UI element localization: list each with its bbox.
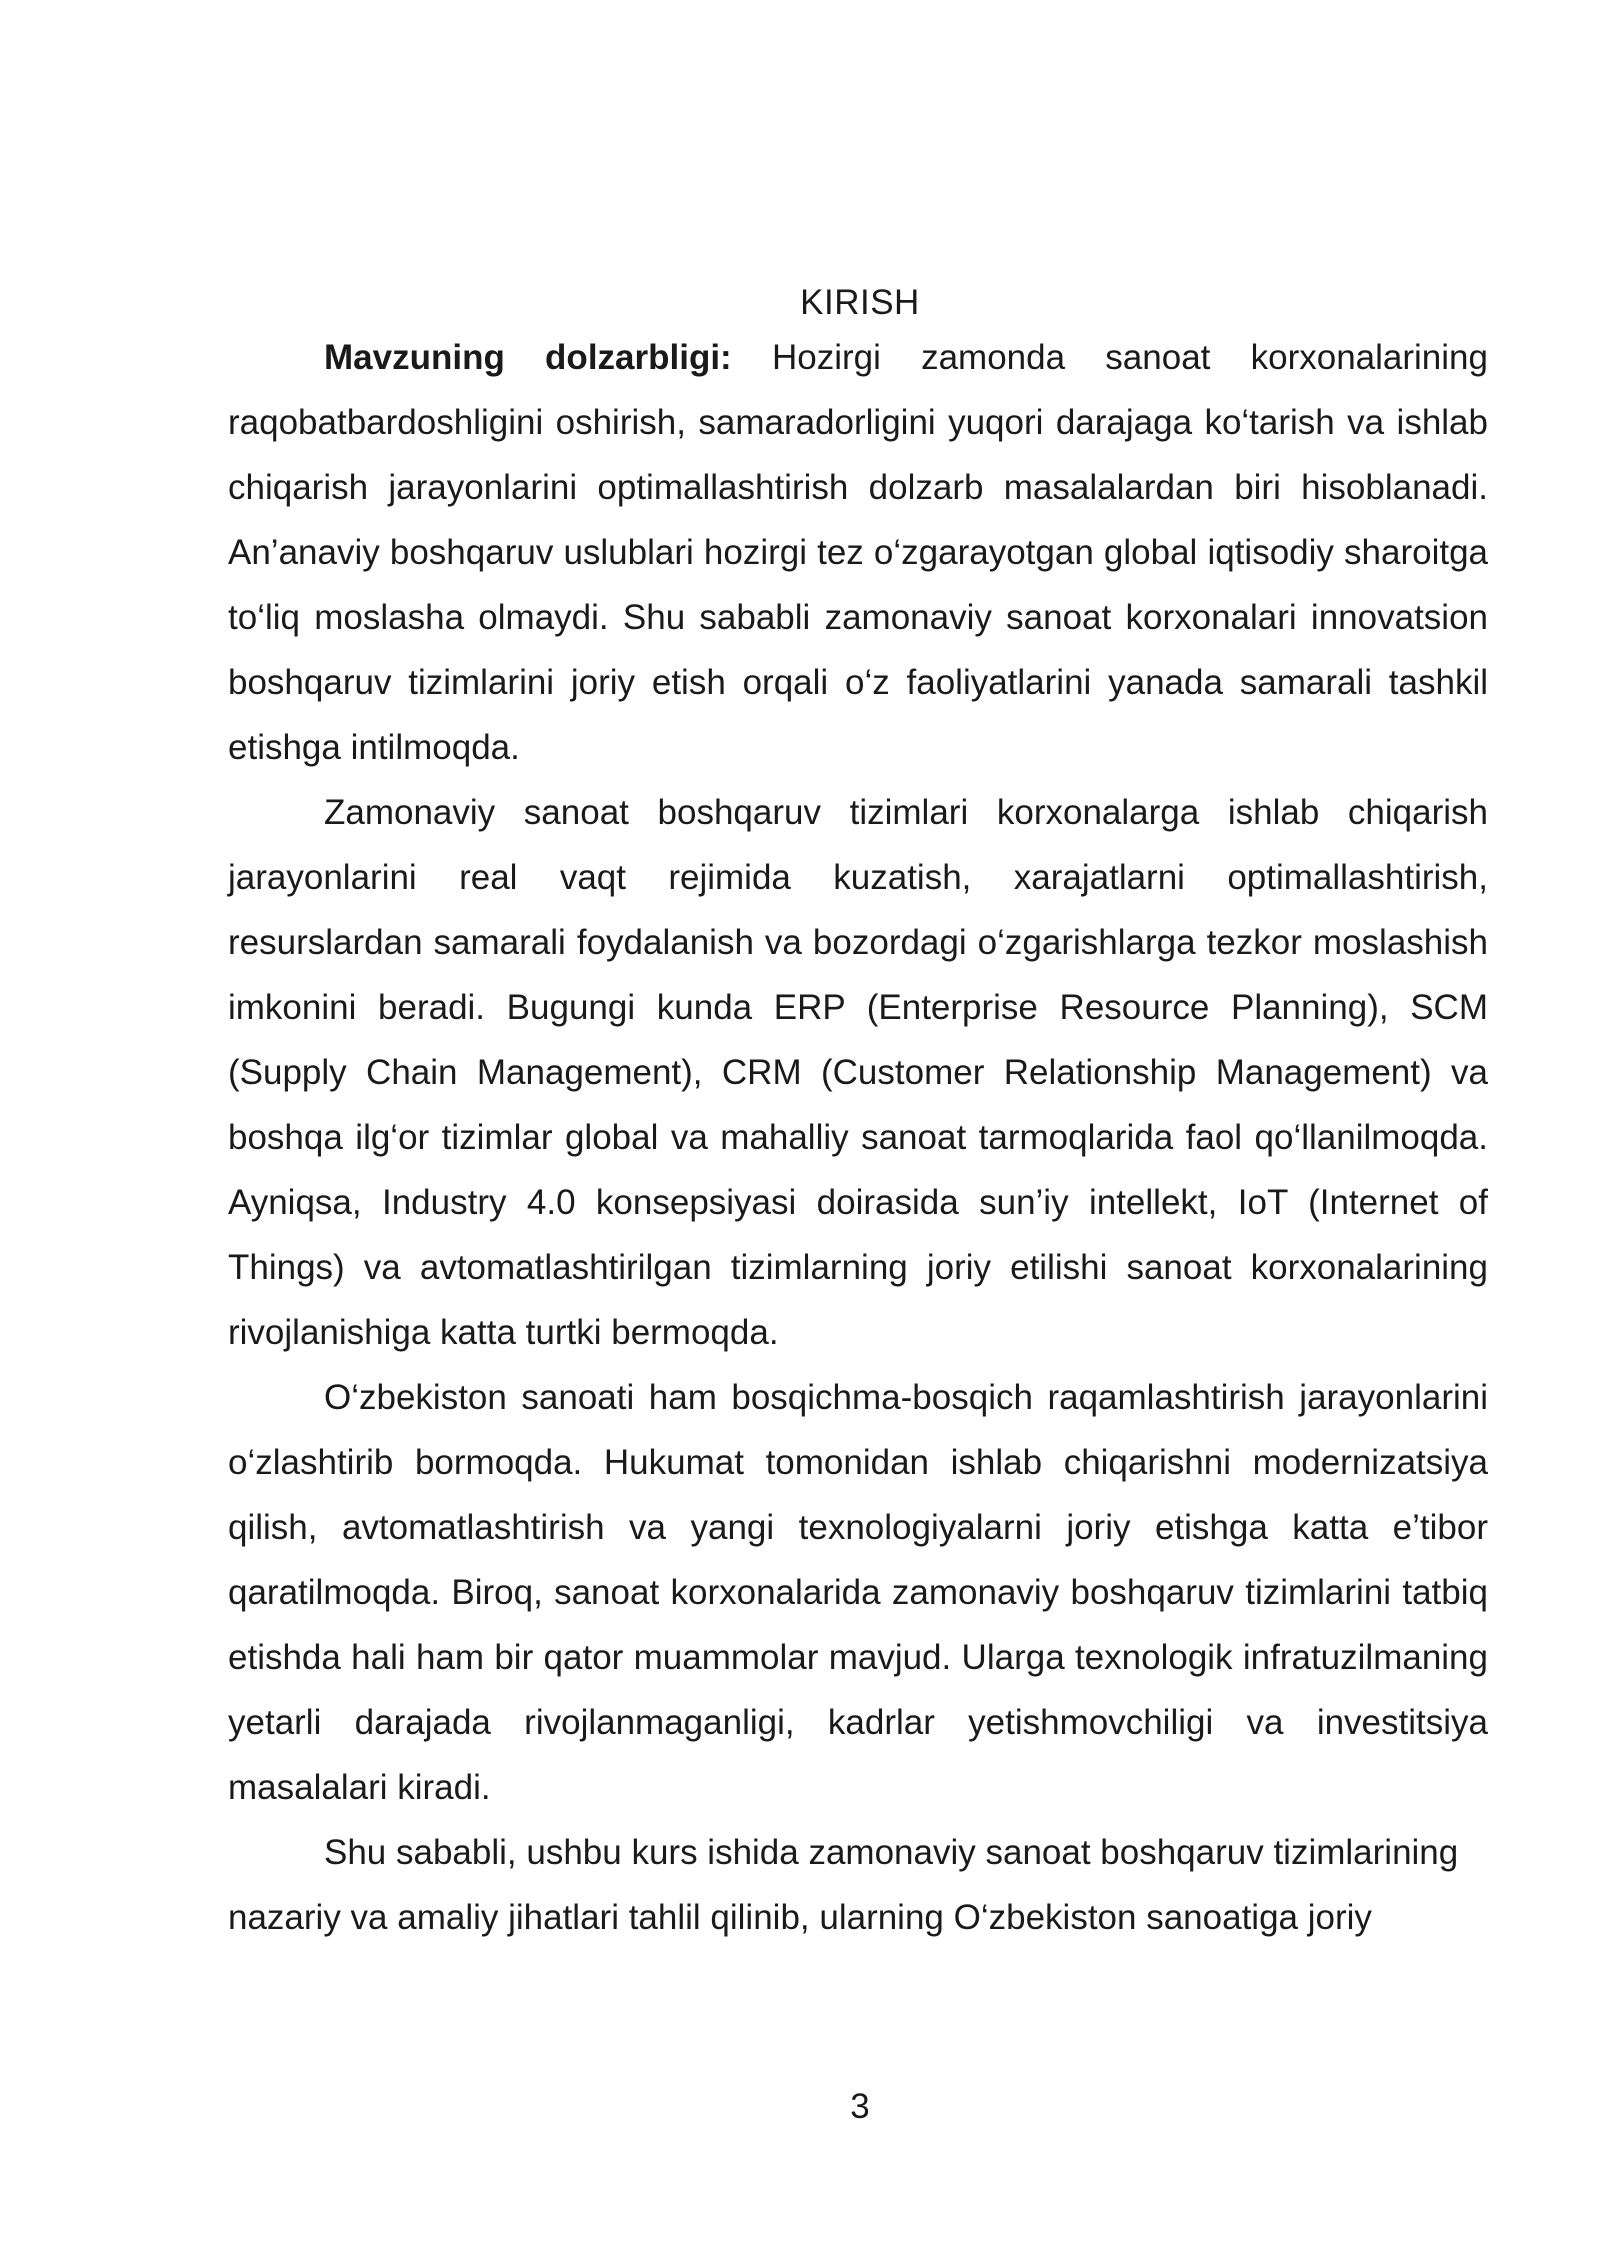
document-body (228, 325, 1488, 1950)
relevance-heading: Mavzuning dolzarbligi: (324, 338, 732, 377)
page-number: 3 (850, 2087, 870, 2126)
paragraph-continued: nazariy va amaliy jihatlari tahlil qilinib, ularning O‘zbekiston sanoatiga joriy (228, 1898, 1372, 1937)
paragraph-relevance (228, 325, 1488, 780)
paragraph-uzbekistan-industry: O‘zbekiston sanoati ham bosqichma-bosqich raqamlashtirish jarayonlarini o‘zlashtirib bormoqda. Hukumat tomonidan ishlab chiqarishni modernizatsiya qilish, avtomatlashtirish va yangi texnologiyalarni joriy etishga katta e’tibor qaratilmoqda. Biroq, sanoat korxonalarida zamonaviy boshqaruv tizimlarini tatbiq etishda hali ham bir qator muammolar mavjud. Ularga texnologik infratuzilmaning yetarli darajada rivojlanmaganligi, kadrlar yetishmovchiligi va investitsiya masalalari kiradi. (228, 1378, 1488, 1807)
section-title: KIRISH (800, 283, 920, 322)
paragraph-modern-systems: Zamonaviy sanoat boshqaruv tizimlari korxonalarga ishlab chiqarish jarayonlarini real vaqt rejimida kuzatish, xarajatlarni optimallashtirish, resurslardan samarali foydalanish va bozordagi o‘zgarishlarga tezkor moslashish imkonini beradi. Bugungi kunda ERP (Enterprise Resource Planning), SCM (Supply Chain Management), CRM (Customer Relationship Management) va boshqa ilg‘or tizimlar global va mahalliy sanoat tarmoqlarida faol qo‘llanilmoqda. Ayniqsa, Industry 4.0 konsepsiyasi doirasida sun’iy intellekt, IoT (Internet of Things) va avtomatlashtirilgan tizimlarning joriy etilishi sanoat korxonalarining rivojlanishiga katta turtki bermoqda. (228, 793, 1488, 1352)
relevance-text: Hozirgi zamonda sanoat korxonalarining raqobatbardoshligini oshirish, samaradorligini yuqori darajaga ko‘tarish va ishlab chiqarish jarayonlarini optimallashtirish dolzarb masalalardan biri hisoblanadi. An’anaviy boshqaruv uslublari hozirgi tez o‘zgarayotgan global iqtisodiy sharoitga to‘liq moslasha olmaydi. Shu sababli zamonaviy sanoat korxonalari innovatsion boshqaruv tizimlarini joriy etish orqali o‘z faoliyatlarini yanada samarali tashkil etishga intilmoqda. (228, 338, 1488, 767)
paragraph-course-work: Shu sababli, ushbu kurs ishida zamonaviy sanoat boshqaruv tizimlarining (324, 1833, 1459, 1872)
